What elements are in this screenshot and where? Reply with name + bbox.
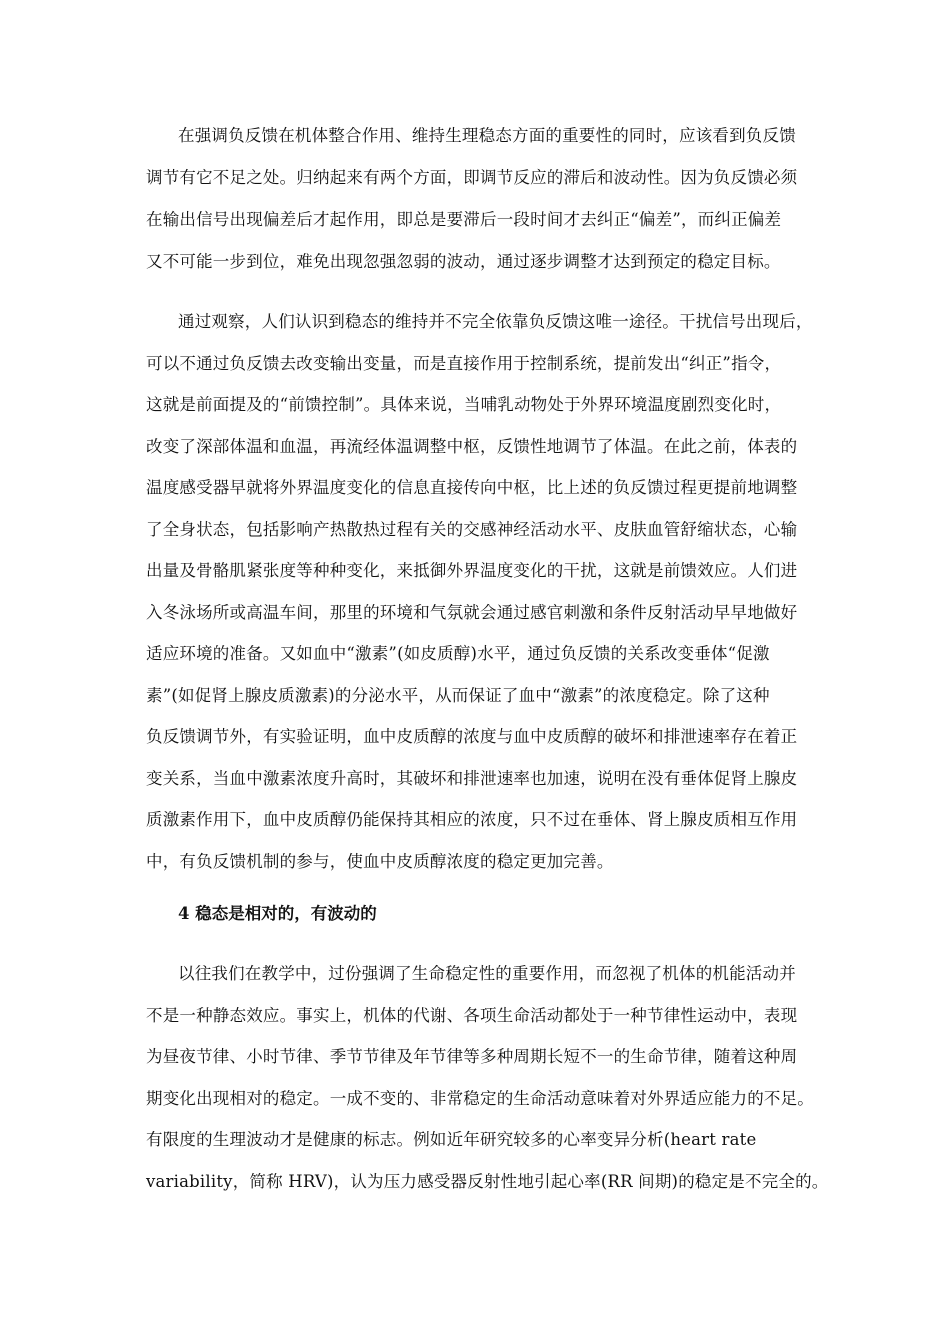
- paragraph-2-line-14: 中，有负反馈机制的参与，使血中皮质醇浓度的稳定更加完善。: [146, 852, 614, 871]
- paragraph-3-line-4: 期变化出现相对的稳定。一成不变的、非常稳定的生命活动意味着对外界适应能力的不足。: [146, 1089, 814, 1108]
- paragraph-3-line-2: 不是一种静态效应。事实上，机体的代谢、各项生命活动都处于一种节律性运动中，表现: [146, 1006, 798, 1025]
- paragraph-2-line-2: 可以不通过负反馈去改变输出变量，而是直接作用于控制系统，提前发出“纠正”指令，: [146, 354, 782, 373]
- paragraph-2-line-1: 通过观察，人们认识到稳态的维持并不完全依靠负反馈这唯一途径。干扰信号出现后，: [178, 312, 813, 331]
- paragraph-1-line-4: 又不可能一步到位，难免出现忽强忽弱的波动，通过逐步调整才达到预定的稳定目标。: [146, 252, 781, 271]
- paragraph-2-line-7: 出量及骨骼肌紧张度等种种变化，来抵御外界温度变化的干扰，这就是前馈效应。人们进: [146, 561, 798, 580]
- paragraph-3-line-5: 有限度的生理波动才是健康的标志。例如近年研究较多的心率变异分析(heart rate: [146, 1130, 757, 1149]
- paragraph-3-line-3: 为昼夜节律、小时节律、季节节律及年节律等多种周期长短不一的生命节律，随着这种周: [146, 1047, 798, 1066]
- paragraph-2-line-12: 变关系，当血中激素浓度升高时，其破坏和排泄速率也加速，说明在没有垂体促肾上腺皮: [146, 769, 798, 788]
- paragraph-3-line-6: variability，简称 HRV)，认为压力感受器反射性地引起心率(RR 间期)的稳定是不完全的。: [146, 1172, 829, 1191]
- paragraph-2-line-6: 了全身状态，包括影响产热散热过程有关的交感神经活动水平、皮肤血管舒缩状态，心输: [146, 520, 798, 539]
- paragraph-2-line-9: 适应环境的准备。又如血中“激素”(如皮质醇)水平，通过负反馈的关系改变垂体“促激: [146, 644, 770, 663]
- paragraph-2-line-10: 素”(如促肾上腺皮质激素)的分泌水平，从而保证了血中“激素”的浓度稳定。除了这种: [146, 686, 770, 705]
- paragraph-1-line-1: 在强调负反馈在机体整合作用、维持生理稳态方面的重要性的同时，应该看到负反馈: [178, 126, 796, 145]
- paragraph-1-line-3: 在输出信号出现偏差后才起作用，即总是要滞后一段时间才去纠正“偏差”，而纠正偏差: [146, 210, 782, 229]
- section-heading: 4 稳态是相对的，有波动的: [178, 904, 377, 923]
- paragraph-2-line-11: 负反馈调节外，有实验证明，血中皮质醇的浓度与血中皮质醇的破坏和排泄速率存在着正: [146, 727, 798, 746]
- paragraph-2-line-4: 改变了深部体温和血温，再流经体温调整中枢，反馈性地调节了体温。在此之前，体表的: [146, 437, 798, 456]
- paragraph-2-line-3: 这就是前面提及的“前馈控制”。具体来说，当哺乳动物处于外界环境温度剧烈变化时，: [146, 395, 782, 414]
- paragraph-1-line-2: 调节有它不足之处。归纳起来有两个方面，即调节反应的滞后和波动性。因为负反馈必须: [146, 168, 798, 187]
- paragraph-2-line-13: 质激素作用下，血中皮质醇仍能保持其相应的浓度，只不过在垂体、肾上腺皮质相互作用: [146, 810, 798, 829]
- paragraph-2-line-8: 入冬泳场所或高温车间，那里的环境和气氛就会通过感官刺激和条件反射活动早早地做好: [146, 603, 798, 622]
- paragraph-3-line-1: 以往我们在教学中，过份强调了生命稳定性的重要作用，而忽视了机体的机能活动并: [178, 964, 796, 983]
- paragraph-2-line-5: 温度感受器早就将外界温度变化的信息直接传向中枢，比上述的负反馈过程更提前地调整: [146, 478, 798, 497]
